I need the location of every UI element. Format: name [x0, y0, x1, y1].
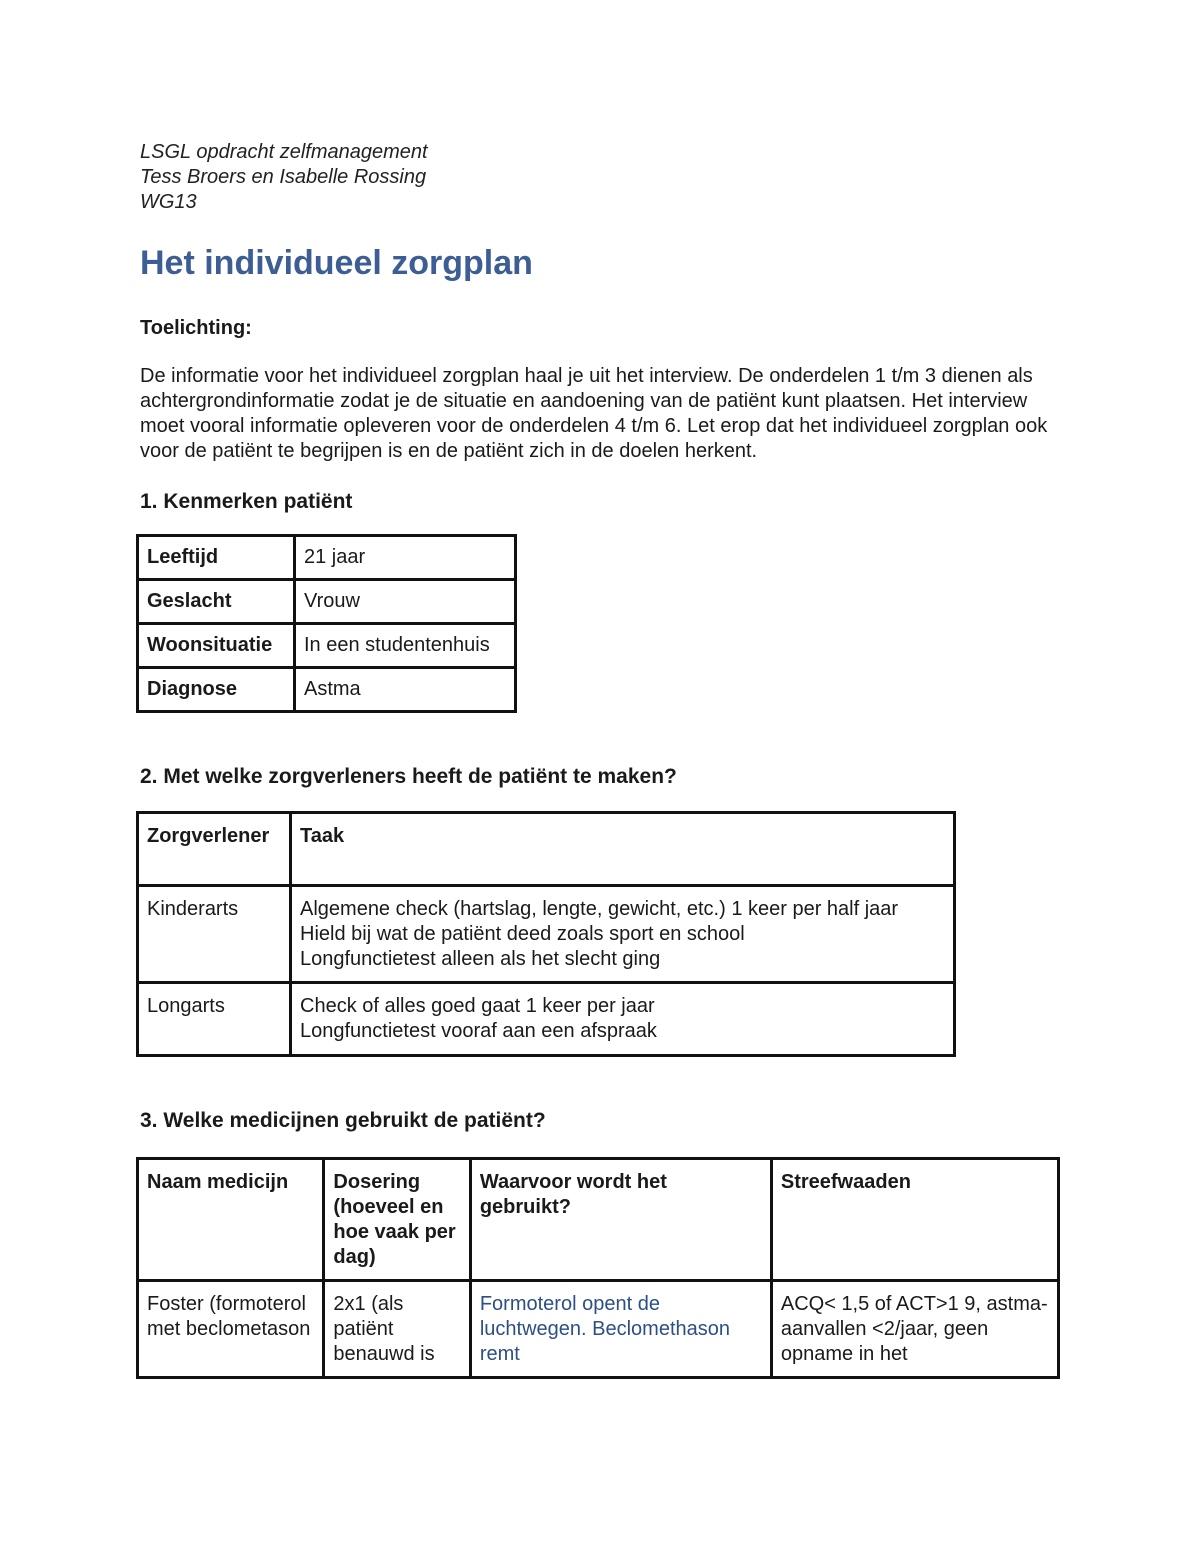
section3-title: 3. Welke medicijnen gebruikt de patiënt? [140, 1109, 546, 1132]
header-dose: Dosering (hoeveel en hoe vaak per dag) [324, 1159, 470, 1281]
purpose-cell: Formoterol opent de luchtwegen. Beclomethason remt [470, 1281, 771, 1378]
page-title: Het individueel zorgplan [140, 244, 533, 282]
provider-cell: Kinderarts [138, 886, 291, 983]
document-page [140, 140, 1060, 1379]
table-row [138, 580, 516, 624]
row-key: Woonsituatie [138, 624, 295, 668]
header-task: Taak [291, 813, 955, 886]
task-line: Longfunctietest alleen als het slecht ging [300, 948, 661, 970]
header-authors: Tess Broers en Isabelle Rossing [140, 166, 427, 188]
row-value: Astma [295, 668, 516, 712]
table-row [138, 1281, 1059, 1378]
medicine-cell: Foster (formoterol met beclometason [138, 1281, 324, 1378]
section2-title: 2. Met welke zorgverleners heeft de patiënt te maken? [140, 765, 677, 788]
header-provider: Zorgverlener [138, 813, 291, 886]
dose-cell: 2x1 (als patiënt benauwd is [324, 1281, 470, 1378]
medication-table [136, 1157, 1060, 1379]
patient-characteristics-table [136, 534, 517, 713]
header-group: WG13 [140, 191, 197, 213]
care-providers-table [136, 811, 956, 1057]
provider-cell: Longarts [138, 983, 291, 1056]
row-key: Leeftijd [138, 536, 295, 580]
task-line: Check of alles goed gaat 1 keer per jaar [300, 995, 655, 1017]
task-line: Hield bij wat de patiënt deed zoals sport en school [300, 923, 745, 945]
row-value: In een studentenhuis [295, 624, 516, 668]
explanation-text: De informatie voor het individueel zorgplan haal je uit het interview. De onderdelen 1 t/m 3 dienen als achtergrondinformatie zodat je de situatie en aandoening van de patiënt kunt plaatsen. Het interview moet vooral informatie opleveren voor de onderdelen 4 t/m 6. Let erop dat het individueel zorgplan ook voor de patiënt te begrijpen is en de patiënt zich in de doelen herkent. [140, 365, 1048, 462]
table-row [138, 624, 516, 668]
section1-title: 1. Kenmerken patiënt [140, 490, 353, 513]
task-cell [291, 983, 955, 1056]
task-line: Algemene check (hartslag, lengte, gewicht, etc.) 1 keer per half jaar [300, 898, 899, 920]
table-header-row [138, 1159, 1059, 1281]
row-value: 21 jaar [295, 536, 516, 580]
row-value: Vrouw [295, 580, 516, 624]
explanation-label: Toelichting: [140, 317, 252, 339]
task-cell [291, 886, 955, 983]
header-medicine: Naam medicijn [138, 1159, 324, 1281]
target-cell: ACQ< 1,5 of ACT>1 9, astma-aanvallen <2/jaar, geen opname in het [771, 1281, 1058, 1378]
table-row [138, 536, 516, 580]
table-row [138, 668, 516, 712]
row-key: Diagnose [138, 668, 295, 712]
header-target: Streefwaaden [771, 1159, 1058, 1281]
table-header-row [138, 813, 955, 886]
table-row [138, 983, 955, 1056]
table-row [138, 886, 955, 983]
row-key: Geslacht [138, 580, 295, 624]
document-header [140, 140, 1060, 215]
task-line: Longfunctietest vooraf aan een afspraak [300, 1020, 657, 1042]
header-course: LSGL opdracht zelfmanagement [140, 141, 428, 163]
header-purpose: Waarvoor wordt het gebruikt? [470, 1159, 771, 1281]
